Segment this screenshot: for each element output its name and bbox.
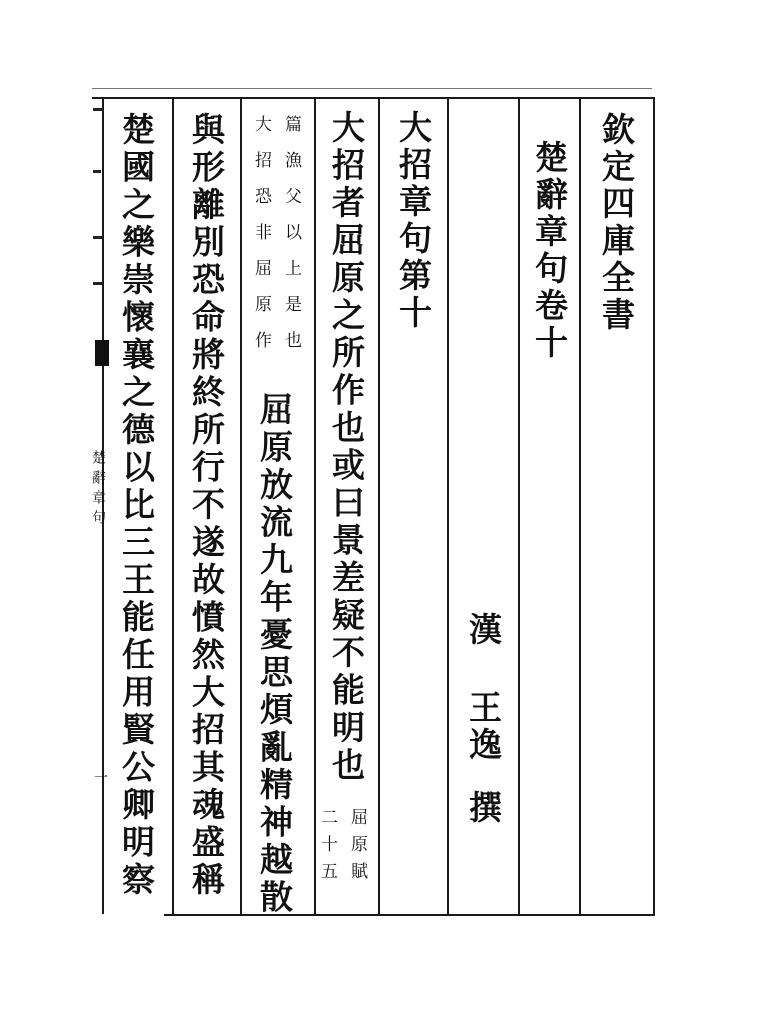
header-title: 欽定四庫全書 [597,112,636,334]
top-outer-rule [92,88,652,89]
column-rule-2 [518,97,520,914]
text-column-3: 與形離別恐命將終所行不遂故憤然大招其魂盛稱 [187,112,226,900]
note-column-2-right: 篇漁父以上是也 [281,115,301,367]
note-column-1-left: 二十五 [317,808,337,889]
spine-page-number: 一 [92,770,108,784]
frame-top-rule [92,97,655,99]
chapter-title: 大招章句第十 [394,110,433,332]
spine-title: 楚辭章句 [90,450,106,530]
text-column-2: 屈原放流九年憂思煩亂精神越散 [255,392,294,917]
column-rule-7 [172,97,174,914]
gutter-fragment-2 [93,170,101,173]
column-rule-5 [314,97,316,914]
text-column-1: 大招者屈原之所作也或曰景差疑不能明也 [327,110,366,785]
note-column-1-right: 屈原賦 [347,808,367,889]
column-rule-4 [378,97,380,914]
column-rule-3 [447,97,449,914]
gutter-fragment-3 [93,236,102,239]
gutter-fragment-4 [93,282,102,285]
volume-title: 楚辭章句卷十 [530,140,569,362]
gutter-fragment-1 [93,108,103,111]
column-rule-6 [240,97,242,914]
column-rule-1 [579,97,581,914]
frame-right-rule [653,97,655,914]
frame-bottom-rule [164,914,655,916]
text-column-4: 楚國之樂崇懷襄之德以比三王能任用賢公卿明察 [117,112,156,900]
fishtail-mark [95,340,109,366]
frame [92,97,655,914]
author-dynasty: 漢 [464,612,503,649]
author-verb: 撰 [464,790,503,827]
author-name: 王逸 [464,690,503,764]
note-column-2-left: 大招恐非屈原作 [251,115,271,367]
